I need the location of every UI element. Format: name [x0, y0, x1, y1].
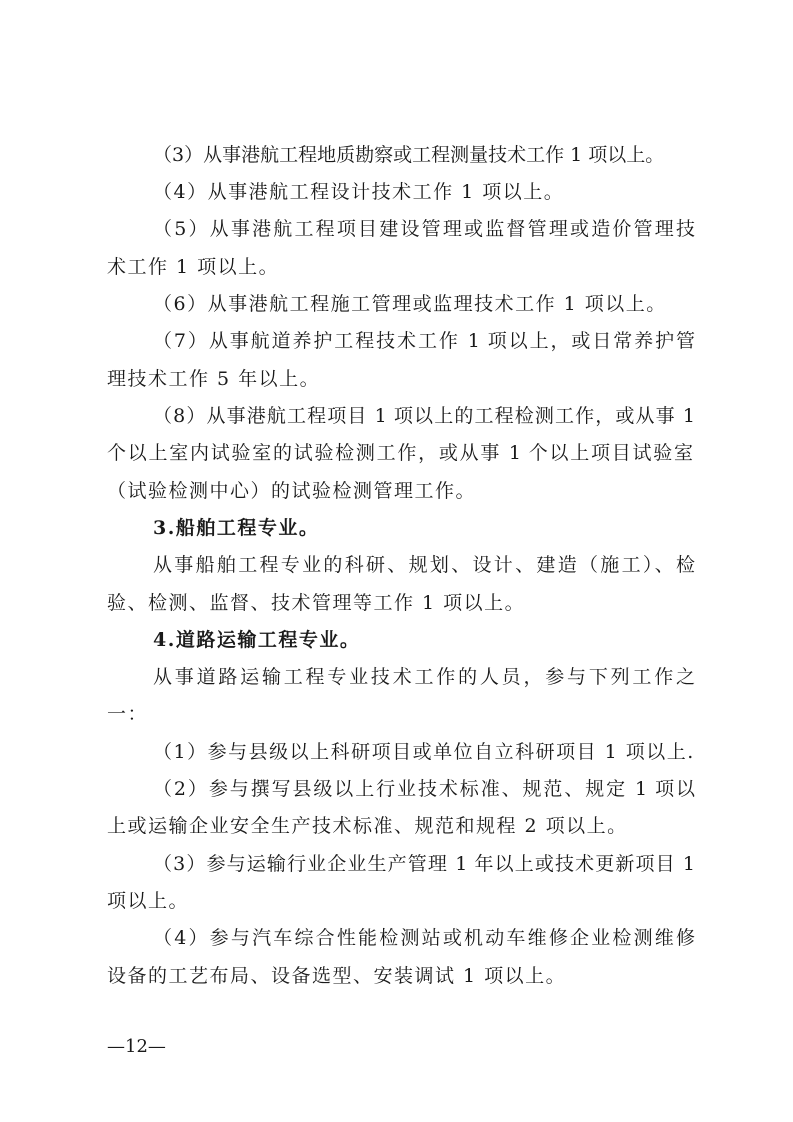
paragraph-line: （5）从事港航工程项目建设管理或监督管理或造价管理技 [153, 218, 695, 240]
paragraph-line: （6）从事港航工程施工管理或监理技术工作 1 项以上。 [153, 293, 667, 315]
paragraph-line: （2）参与撰写县级以上行业技术标准、规范、规定 1 项以 [153, 778, 695, 800]
paragraph-line: （1）参与县级以上科研项目或单位自立科研项目 1 项以上. [153, 741, 695, 763]
paragraph-line: 从事道路运输工程专业技术工作的人员，参与下列工作之 [153, 666, 695, 688]
paragraph-line: （7）从事航道养护工程技术工作 1 项以上，或日常养护管 [153, 330, 695, 352]
paragraph-line: 设备的工艺布局、设备选型、安装调试 1 项以上。 [107, 965, 567, 987]
paragraph-line: （3）从事港航工程地质勘察或工程测量技术工作 1 项以上。 [153, 144, 665, 166]
paragraph-line: 从事船舶工程专业的科研、规划、设计、建造（施工）、检 [153, 554, 695, 576]
paragraph-line: 理技术工作 5 年以上。 [107, 368, 321, 390]
paragraph-line: 项以上。 [107, 890, 190, 912]
paragraph-line: （3）参与运输行业企业生产管理 1 年以上或技术更新项目 1 [153, 853, 695, 875]
paragraph-line: 验、检测、监督、技术管理等工作 1 项以上。 [107, 592, 526, 614]
page-number: —12— [107, 1036, 166, 1057]
paragraph-line: 术工作 1 项以上。 [107, 256, 280, 278]
paragraph-line: 上或运输企业安全生产技术标准、规范和规程 2 项以上。 [107, 815, 628, 837]
paragraph-line: （试验检测中心）的试验检测管理工作。 [107, 480, 477, 502]
paragraph-line: （4）参与汽车综合性能检测站或机动车维修企业检测维修 [153, 927, 695, 949]
paragraph-line: 一： [107, 703, 149, 725]
paragraph-line: 个以上室内试验室的试验检测工作，或从事 1 个以上项目试验室 [107, 442, 693, 464]
section-heading: 3.船舶工程专业。 [153, 517, 320, 539]
paragraph-line: （4）从事港航工程设计技术工作 1 项以上。 [153, 181, 565, 203]
section-heading: 4.道路运输工程专业。 [153, 629, 361, 651]
paragraph-line: （8）从事港航工程项目 1 项以上的工程检测工作，或从事 1 [153, 405, 695, 427]
